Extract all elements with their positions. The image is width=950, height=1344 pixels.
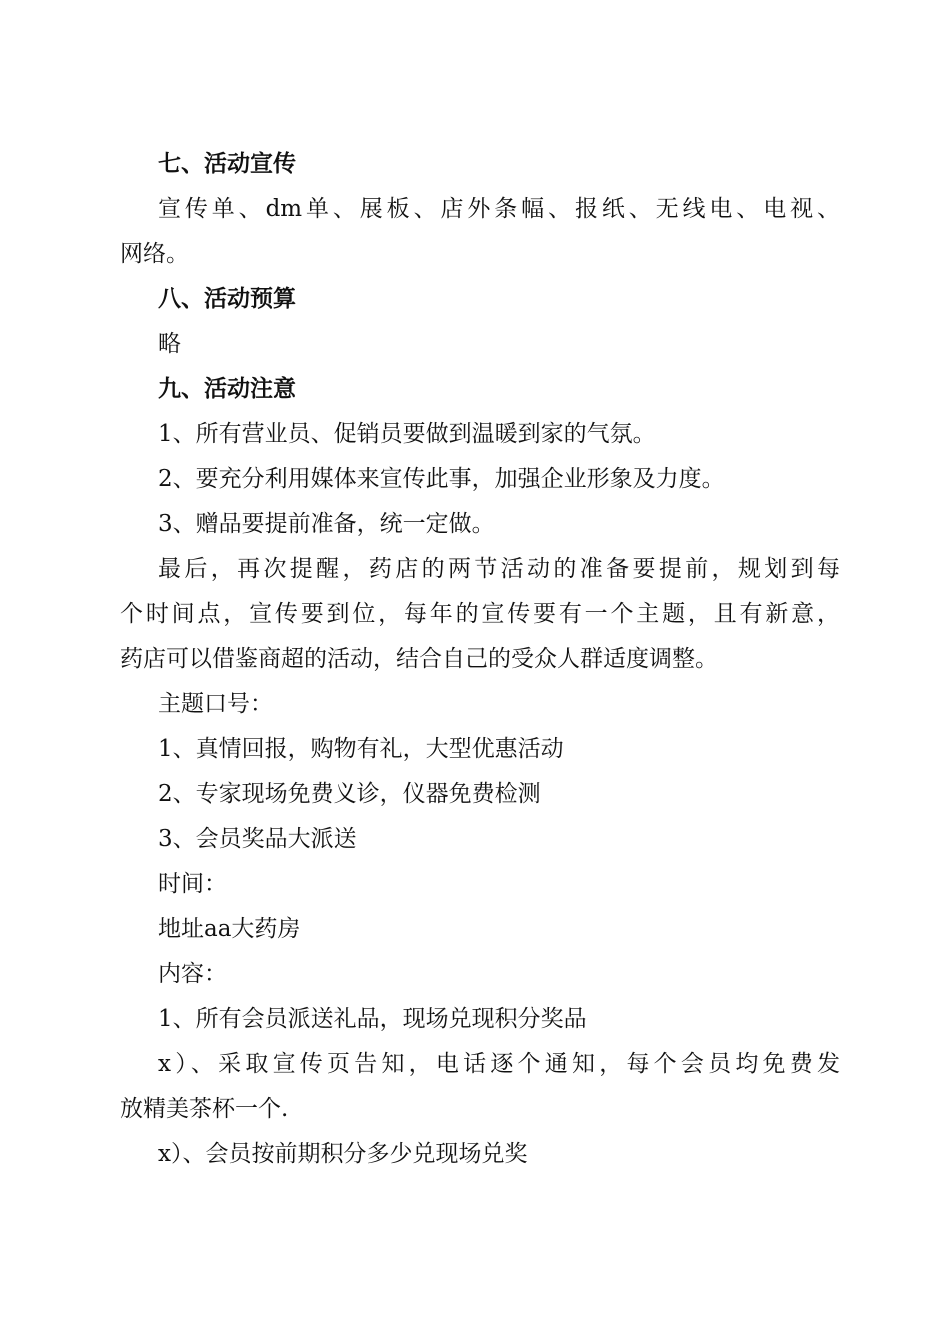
- section-9-item-3: 3、赠品要提前准备，统一定做。: [158, 511, 495, 537]
- closing-line-2: 个时间点，宣传要到位，每年的宣传要有一个主题，且有新意，: [120, 601, 840, 627]
- document-body: [120, 142, 840, 1177]
- closing-line-3: 药店可以借鉴商超的活动，结合自己的受众人群适度调整。: [120, 646, 718, 672]
- slogans-label: 主题口号：: [158, 691, 273, 717]
- section-7-body-line-2: 网络。: [120, 241, 189, 267]
- time-label: 时间：: [158, 871, 227, 897]
- slogan-item-3: 3、会员奖品大派送: [158, 826, 357, 852]
- section-8-heading: 八、活动预算: [158, 286, 296, 312]
- section-8-body: 略: [158, 331, 181, 357]
- sub-item-1-line-2: 放精美茶杯一个.: [120, 1096, 289, 1122]
- section-9-heading: 九、活动注意: [158, 376, 296, 402]
- sub-item-2: x）、会员按前期积分多少兑现场兑奖: [158, 1141, 528, 1167]
- section-9-item-2: 2、要充分利用媒体来宣传此事，加强企业形象及力度。: [158, 466, 725, 492]
- sub-item-1-line-1: x）、采取宣传页告知，电话逐个通知，每个会员均免费发: [158, 1051, 840, 1077]
- slogan-item-1: 1、真情回报，购物有礼，大型优惠活动: [158, 736, 564, 762]
- address-line: 地址aa大药房: [158, 916, 301, 942]
- content-label: 内容：: [158, 961, 227, 987]
- section-7-body-line-1: 宣传单、dm单、展板、店外条幅、报纸、无线电、电视、: [158, 196, 840, 222]
- slogan-item-2: 2、专家现场免费义诊，仪器免费检测: [158, 781, 541, 807]
- section-9-item-1: 1、所有营业员、促销员要做到温暖到家的气氛。: [158, 421, 656, 447]
- closing-line-1: 最后，再次提醒，药店的两节活动的准备要提前，规划到每: [158, 556, 840, 582]
- section-7-heading: 七、活动宣传: [158, 151, 296, 177]
- content-item-1: 1、所有会员派送礼品，现场兑现积分奖品: [158, 1006, 587, 1032]
